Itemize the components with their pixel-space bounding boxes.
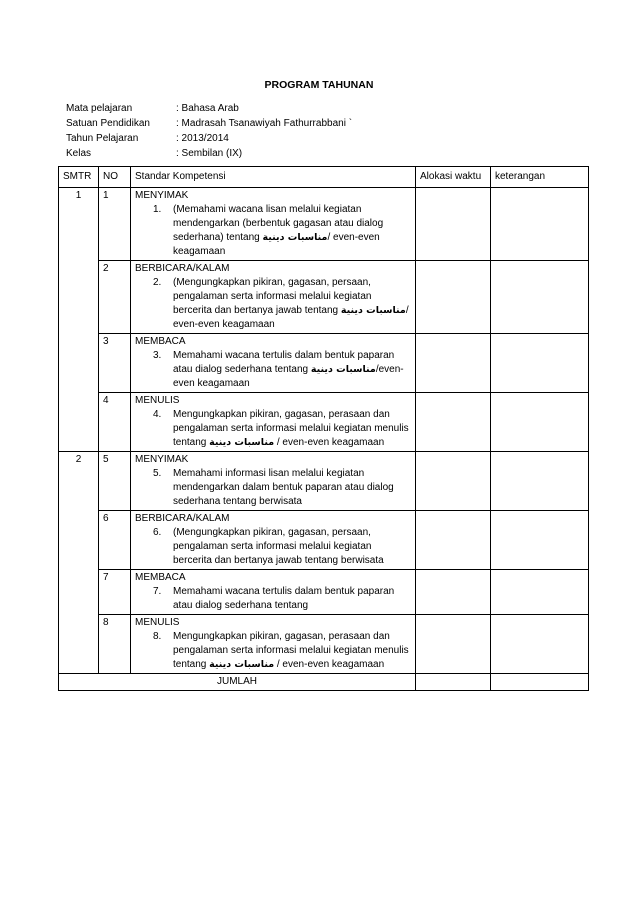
competency-text-a: (Memahami wacana lisan melalui kegiatan mendengarkan (berbentuk gagasan atau dialog sederhana) tentang [173,204,384,243]
competency-text [173,467,411,509]
keterangan-cell [491,452,589,511]
competency-text [173,203,411,259]
competency-number: 2. [153,277,162,288]
arabic-term: مناسبات دينية [209,437,275,448]
skill-label: MENULIS [135,395,180,406]
keterangan-cell [491,188,589,261]
table-row [59,334,589,393]
meta-label: Tahun Pelajaran [66,133,139,144]
meta-value: : Bahasa Arab [176,103,239,114]
meta-value: : Madrasah Tsanawiyah Fathurrabbani ` [176,118,353,129]
table-row [59,261,589,334]
competency-number: 6. [153,527,162,538]
total-label: JUMLAH [59,674,416,691]
competency-text-a: Memahami wacana tertulis dalam bentuk paparan atau dialog sederhana tentang [173,586,395,611]
number-cell: 6 [99,511,131,570]
competency-item [135,203,411,259]
keterangan-cell [491,570,589,615]
table-row [59,511,589,570]
meta-row [66,101,352,116]
competency-text-b: / even-even keagamaan [274,659,385,670]
competency-cell [131,570,416,615]
number-cell: 5 [99,452,131,511]
number-cell: 8 [99,615,131,674]
skill-label: MENYIMAK [135,190,189,201]
competency-text-b: /even-even keagamaan [173,364,404,389]
header-keterangan: keterangan [491,167,589,188]
semester-cell: 2 [59,452,99,674]
alokasi-cell [416,261,491,334]
alokasi-cell [416,334,491,393]
table-row [59,393,589,452]
meta-row [66,131,352,146]
competency-number: 8. [153,631,162,642]
alokasi-cell [416,188,491,261]
table-row [59,570,589,615]
keterangan-cell [491,615,589,674]
competency-item [135,585,411,613]
header-no: NO [99,167,131,188]
number-cell: 2 [99,261,131,334]
skill-label: MENYIMAK [135,454,189,465]
competency-text [173,349,411,391]
competency-cell [131,334,416,393]
alokasi-cell [416,452,491,511]
competency-cell [131,188,416,261]
number-cell: 4 [99,393,131,452]
competency-cell [131,511,416,570]
competency-item [135,526,411,568]
meta-value: : 2013/2014 [176,133,229,144]
header-standar-kompetensi: Standar Kompetensi [131,167,416,188]
skill-label: MEMBACA [135,572,186,583]
skill-label: BERBICARA/KALAM [135,513,230,524]
meta-label: Kelas [66,148,92,159]
competency-number: 3. [153,350,162,361]
competency-text [173,408,411,450]
skill-label: BERBICARA/KALAM [135,263,230,274]
competency-text [173,585,411,613]
table-row [59,452,589,511]
competency-number: 1. [153,204,162,215]
competency-cell [131,615,416,674]
meta-row [66,146,352,161]
keterangan-cell [491,261,589,334]
competency-text-b: / even-even keagamaan [173,305,409,330]
competency-number: 4. [153,409,162,420]
competency-text-a: Mengungkapkan pikiran, gagasan, perasaan dan pengalaman serta informasi melalui kegiatan menulis tentang [173,409,409,448]
alokasi-cell [416,615,491,674]
competency-text [173,630,411,672]
arabic-term: مناسبات دينية [340,305,406,316]
competency-text-a: (Mengungkapkan pikiran, gagasan, persaan, pengalaman serta informasi melalui kegiatan bercerita dan bertanya jawab tentang [173,277,372,316]
competency-item [135,408,411,450]
competency-cell [131,393,416,452]
number-cell: 3 [99,334,131,393]
page-title: PROGRAM TAHUNAN [264,79,374,91]
alokasi-cell [416,570,491,615]
competency-text-a: Memahami wacana tertulis dalam bentuk paparan atau dialog sederhana tentang [173,350,395,375]
total-row [59,674,589,691]
arabic-term: مناسبات دينية [209,659,275,670]
competency-number: 7. [153,586,162,597]
competency-item [135,349,411,391]
meta-label: Mata pelajaran [66,103,133,114]
alokasi-cell [416,393,491,452]
meta-row [66,116,352,131]
competency-text-a: Memahami informasi lisan melalui kegiatan mendengarkan dalam bentuk paparan atau dialog sederhana tentang berwisata [173,468,394,507]
keterangan-cell [491,393,589,452]
meta-label: Satuan Pendidikan [66,118,150,129]
total-keterangan-cell [491,674,589,691]
table-row [59,188,589,261]
skill-label: MENULIS [135,617,180,628]
keterangan-cell [491,334,589,393]
header-alokasi-waktu: Alokasi waktu [416,167,491,188]
competency-text-a: Mengungkapkan pikiran, gagasan, perasaan dan pengalaman serta informasi melalui kegiatan menulis tentang [173,631,409,670]
competency-cell [131,261,416,334]
meta-value: : Sembilan (IX) [176,148,243,159]
competency-text-b: / even-even keagamaan [173,232,380,257]
arabic-term: مناسبات دينية [310,364,376,375]
competency-text-b: / even-even keagamaan [274,437,385,448]
arabic-term: مناسبات دينية [262,232,328,243]
competency-item [135,630,411,672]
competency-number: 5. [153,468,162,479]
competency-item [135,467,411,509]
alokasi-cell [416,511,491,570]
number-cell: 7 [99,570,131,615]
total-alokasi-cell [416,674,491,691]
competency-item [135,276,411,332]
competency-text [173,526,411,568]
semester-cell: 1 [59,188,99,452]
keterangan-cell [491,511,589,570]
table-row [59,615,589,674]
skill-label: MEMBACA [135,336,186,347]
competency-text [173,276,411,332]
competency-text-a: (Mengungkapkan pikiran, gagasan, persaan, pengalaman serta informasi melalui kegiatan bercerita dan bertanya jawab tentang berwisata [173,527,384,566]
header-smtr: SMTR [59,167,99,188]
program-table [58,166,589,691]
header-row [59,167,589,188]
meta-block [66,101,352,161]
number-cell: 1 [99,188,131,261]
competency-cell [131,452,416,511]
